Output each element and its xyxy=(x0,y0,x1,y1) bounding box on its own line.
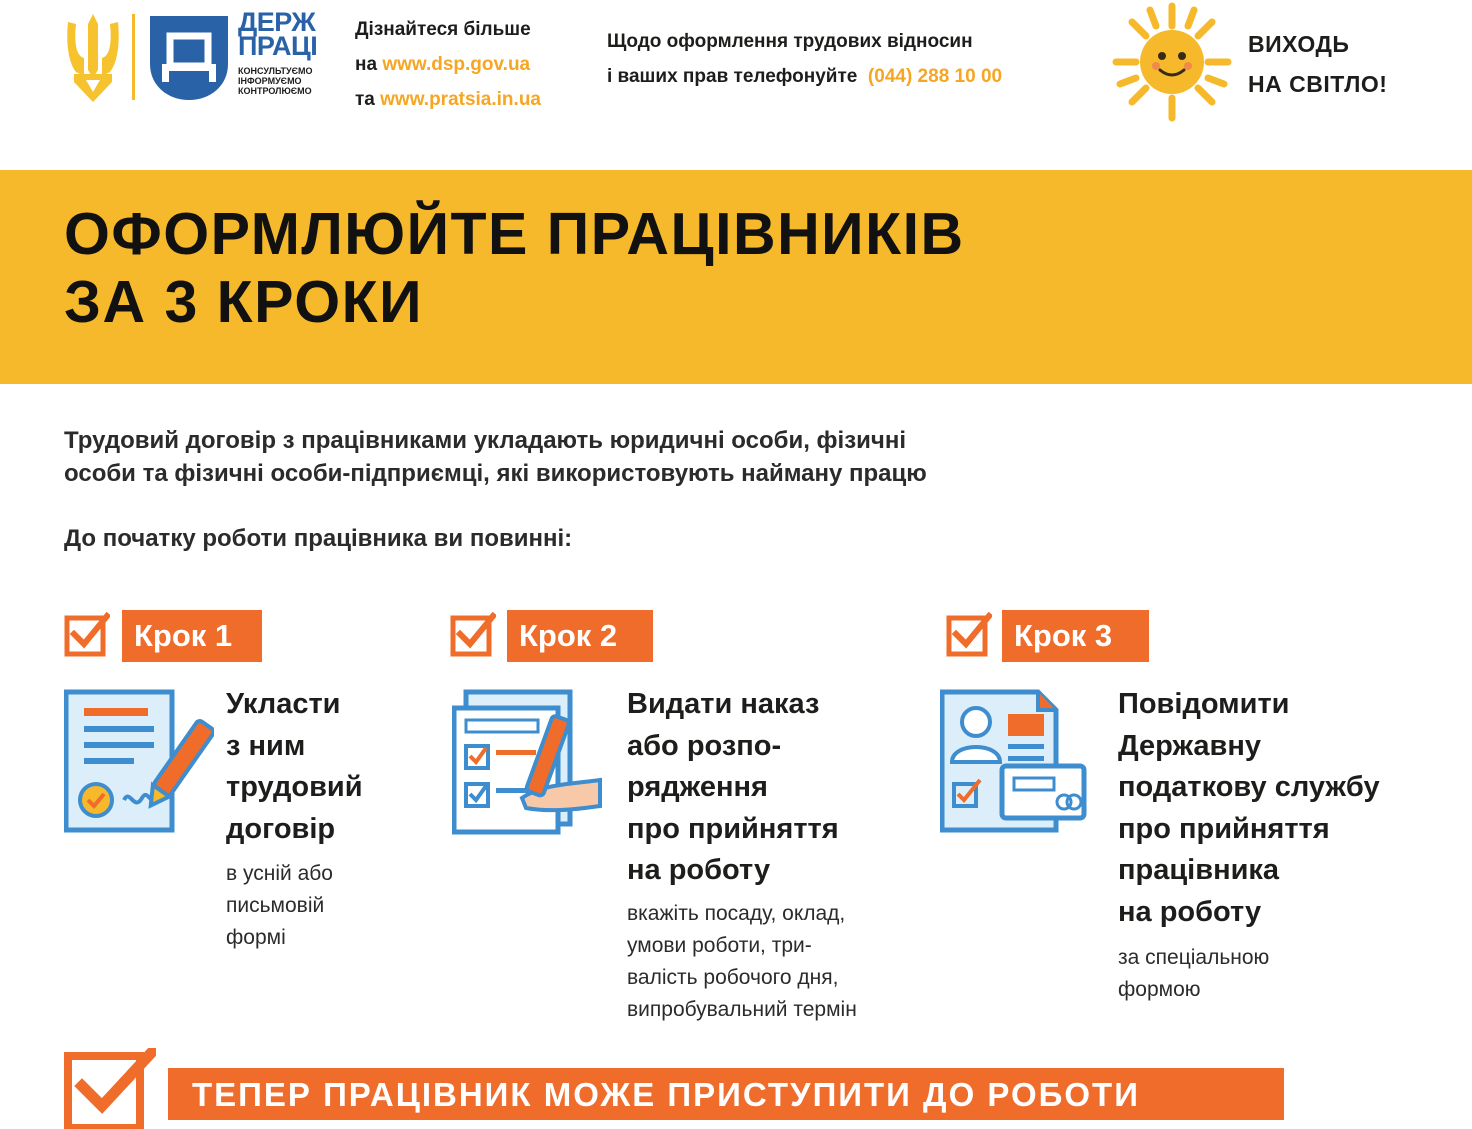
step-2-note xyxy=(627,898,857,1026)
steps-lead: До початку роботи працівника ви повинні: xyxy=(64,525,573,552)
step-3-label: Крок 3 xyxy=(1002,610,1149,662)
step-note-line: за спеціальною xyxy=(1118,946,1270,969)
step-title-line: рядження xyxy=(627,771,768,803)
logo-motto xyxy=(238,66,348,96)
sun-mascot-icon xyxy=(1112,2,1232,122)
step-3-note xyxy=(1118,942,1269,1006)
step-note-line: умови роботи, три- xyxy=(627,934,812,957)
derzhpratsi-logo-icon xyxy=(148,14,230,102)
contact-block xyxy=(607,24,1002,94)
step-1-note xyxy=(226,858,333,954)
checkbox-icon xyxy=(64,612,110,658)
step-title-line: податкову службу xyxy=(1118,771,1380,803)
logo-motto-line: КОНТРОЛЮЄМО xyxy=(238,86,312,96)
logo-name-line2: ПРАЦІ xyxy=(238,31,318,61)
coat-of-arms-icon xyxy=(62,12,124,104)
order-checklist-icon xyxy=(452,688,602,838)
step-1-title xyxy=(226,684,363,850)
checkbox-icon xyxy=(946,612,992,658)
step-title-line: трудовий xyxy=(226,771,363,803)
employee-registration-icon xyxy=(940,688,1090,838)
step-note-line: письмовій xyxy=(226,894,325,917)
learn-more-prefix: та xyxy=(355,89,375,110)
learn-more-heading: Дізнайтеся більше xyxy=(355,19,531,40)
step-note-line: вкажіть посаду, оклад, xyxy=(627,902,846,925)
step-title-line: про прийняття xyxy=(627,812,839,845)
final-message-banner: ТЕПЕР ПРАЦІВНИК МОЖЕ ПРИСТУПИТИ ДО РОБОТИ xyxy=(168,1068,1284,1120)
logo-motto-line: КОНСУЛЬТУЄМО xyxy=(238,66,313,76)
step-title-line: з ним xyxy=(226,729,306,762)
step-1-label: Крок 1 xyxy=(122,610,262,662)
contact-line1: Щодо оформлення трудових відносин xyxy=(607,31,973,52)
step-note-line: формою xyxy=(1118,978,1201,1001)
step-2-label: Крок 2 xyxy=(507,610,653,662)
logo-name-line1: ДЕРЖ xyxy=(238,7,316,37)
logo-name xyxy=(238,7,348,61)
header-divider xyxy=(132,14,135,100)
step-title-line: Укласти xyxy=(226,688,341,720)
intro-line: Трудовий договір з працівниками укладають юридичні особи, фізичні xyxy=(64,427,906,454)
step-title-line: про прийняття xyxy=(1118,812,1330,845)
slogan-line2: НА СВІТЛО! xyxy=(1248,71,1388,97)
learn-more-prefix: на xyxy=(355,54,378,75)
step-title-line: договір xyxy=(226,812,336,845)
slogan-line1: ВИХОДЬ xyxy=(1248,31,1350,57)
website-link-dsp[interactable]: www.dsp.gov.ua xyxy=(382,54,531,75)
contract-signing-icon xyxy=(64,688,214,838)
step-title-line: Повідомити xyxy=(1118,688,1290,720)
step-note-line: валість робочого дня, xyxy=(627,966,839,989)
campaign-slogan xyxy=(1248,24,1387,104)
contact-line2: і ваших прав телефонуйте xyxy=(607,66,858,87)
page-title xyxy=(64,200,965,336)
learn-more-block xyxy=(355,12,541,117)
step-title-line: Державну xyxy=(1118,729,1261,762)
intro-line: особи та фізичні особи-підприємці, які використовують найману працю xyxy=(64,460,927,487)
big-checkbox-icon xyxy=(64,1048,156,1129)
step-title-line: на роботу xyxy=(1118,895,1262,928)
step-note-line: в усній або xyxy=(226,862,333,885)
step-title-line: на роботу xyxy=(627,854,771,886)
step-title-line: працівника xyxy=(1118,854,1280,886)
step-title-line: Видати наказ xyxy=(627,688,820,720)
intro-paragraph xyxy=(64,424,1264,490)
step-3-title xyxy=(1118,684,1380,933)
page-title-line1: ОФОРМЛЮЙТЕ ПРАЦІВНИКІВ xyxy=(64,201,965,267)
phone-number[interactable]: (044) 288 10 00 xyxy=(867,66,1003,87)
step-note-line: формі xyxy=(226,926,286,949)
page-title-line2: ЗА 3 КРОКИ xyxy=(64,269,424,335)
logo-motto-line: ІНФОРМУЄМО xyxy=(238,76,302,86)
step-note-line: випробувальний термін xyxy=(627,998,857,1021)
step-title-line: або розпо- xyxy=(627,729,782,762)
step-2-title xyxy=(627,684,839,892)
checkbox-icon xyxy=(450,612,496,658)
website-link-pratsia[interactable]: www.pratsia.in.ua xyxy=(380,89,541,110)
